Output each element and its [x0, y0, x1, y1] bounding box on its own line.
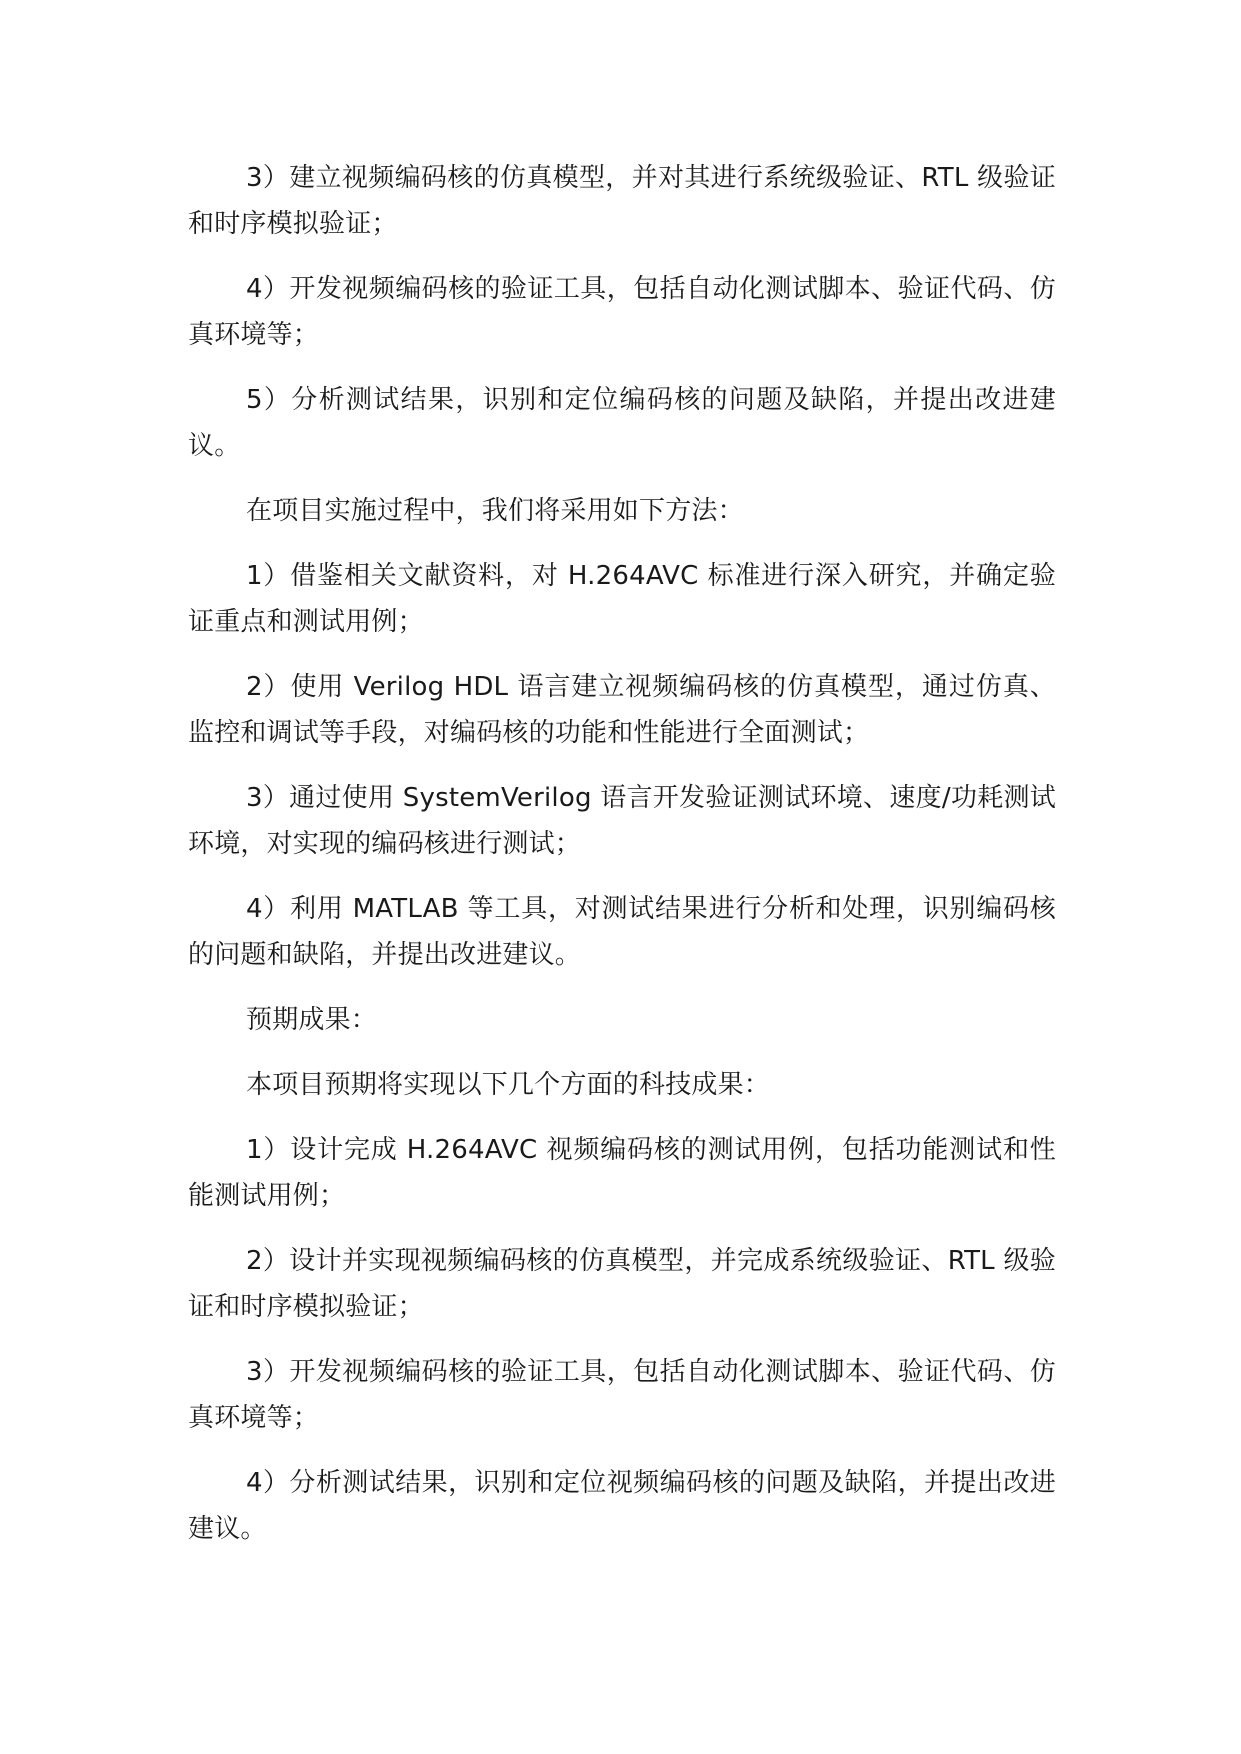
paragraph: 2）使用 Verilog HDL 语言建立视频编码核的仿真模型，通过仿真、监控和调试等手段，对编码核的功能和性能进行全面测试；	[188, 672, 1056, 748]
paragraph: 4）利用 MATLAB 等工具，对测试结果进行分析和处理，识别编码核的问题和缺陷，并提出改进建议。	[188, 894, 1056, 970]
paragraph: 1）借鉴相关文献资料，对 H.264AVC 标准进行深入研究，并确定验证重点和测试用例；	[188, 561, 1056, 637]
paragraph: 4）开发视频编码核的验证工具，包括自动化测试脚本、验证代码、仿真环境等；	[188, 274, 1056, 350]
paragraph: 本项目预期将实现以下几个方面的科技成果：	[246, 1070, 771, 1100]
paragraph: 1）设计完成 H.264AVC 视频编码核的测试用例，包括功能测试和性能测试用例；	[188, 1135, 1056, 1211]
paragraph: 3）建立视频编码核的仿真模型，并对其进行系统级验证、RTL 级验证和时序模拟验证；	[188, 163, 1056, 239]
paragraph: 2）设计并实现视频编码核的仿真模型，并完成系统级验证、RTL 级验证和时序模拟验证；	[188, 1246, 1056, 1322]
paragraph: 在项目实施过程中，我们将采用如下方法：	[246, 496, 744, 526]
paragraph: 3）通过使用 SystemVerilog 语言开发验证测试环境、速度/功耗测试环境，对实现的编码核进行测试；	[188, 783, 1056, 859]
paragraph: 3）开发视频编码核的验证工具，包括自动化测试脚本、验证代码、仿真环境等；	[188, 1357, 1056, 1433]
section-heading: 预期成果：	[246, 1005, 378, 1035]
paragraph: 5）分析测试结果，识别和定位编码核的问题及缺陷，并提出改进建议。	[188, 385, 1056, 461]
document-body	[188, 155, 1056, 1552]
paragraph: 4）分析测试结果，识别和定位视频编码核的问题及缺陷，并提出改进建议。	[188, 1468, 1056, 1544]
